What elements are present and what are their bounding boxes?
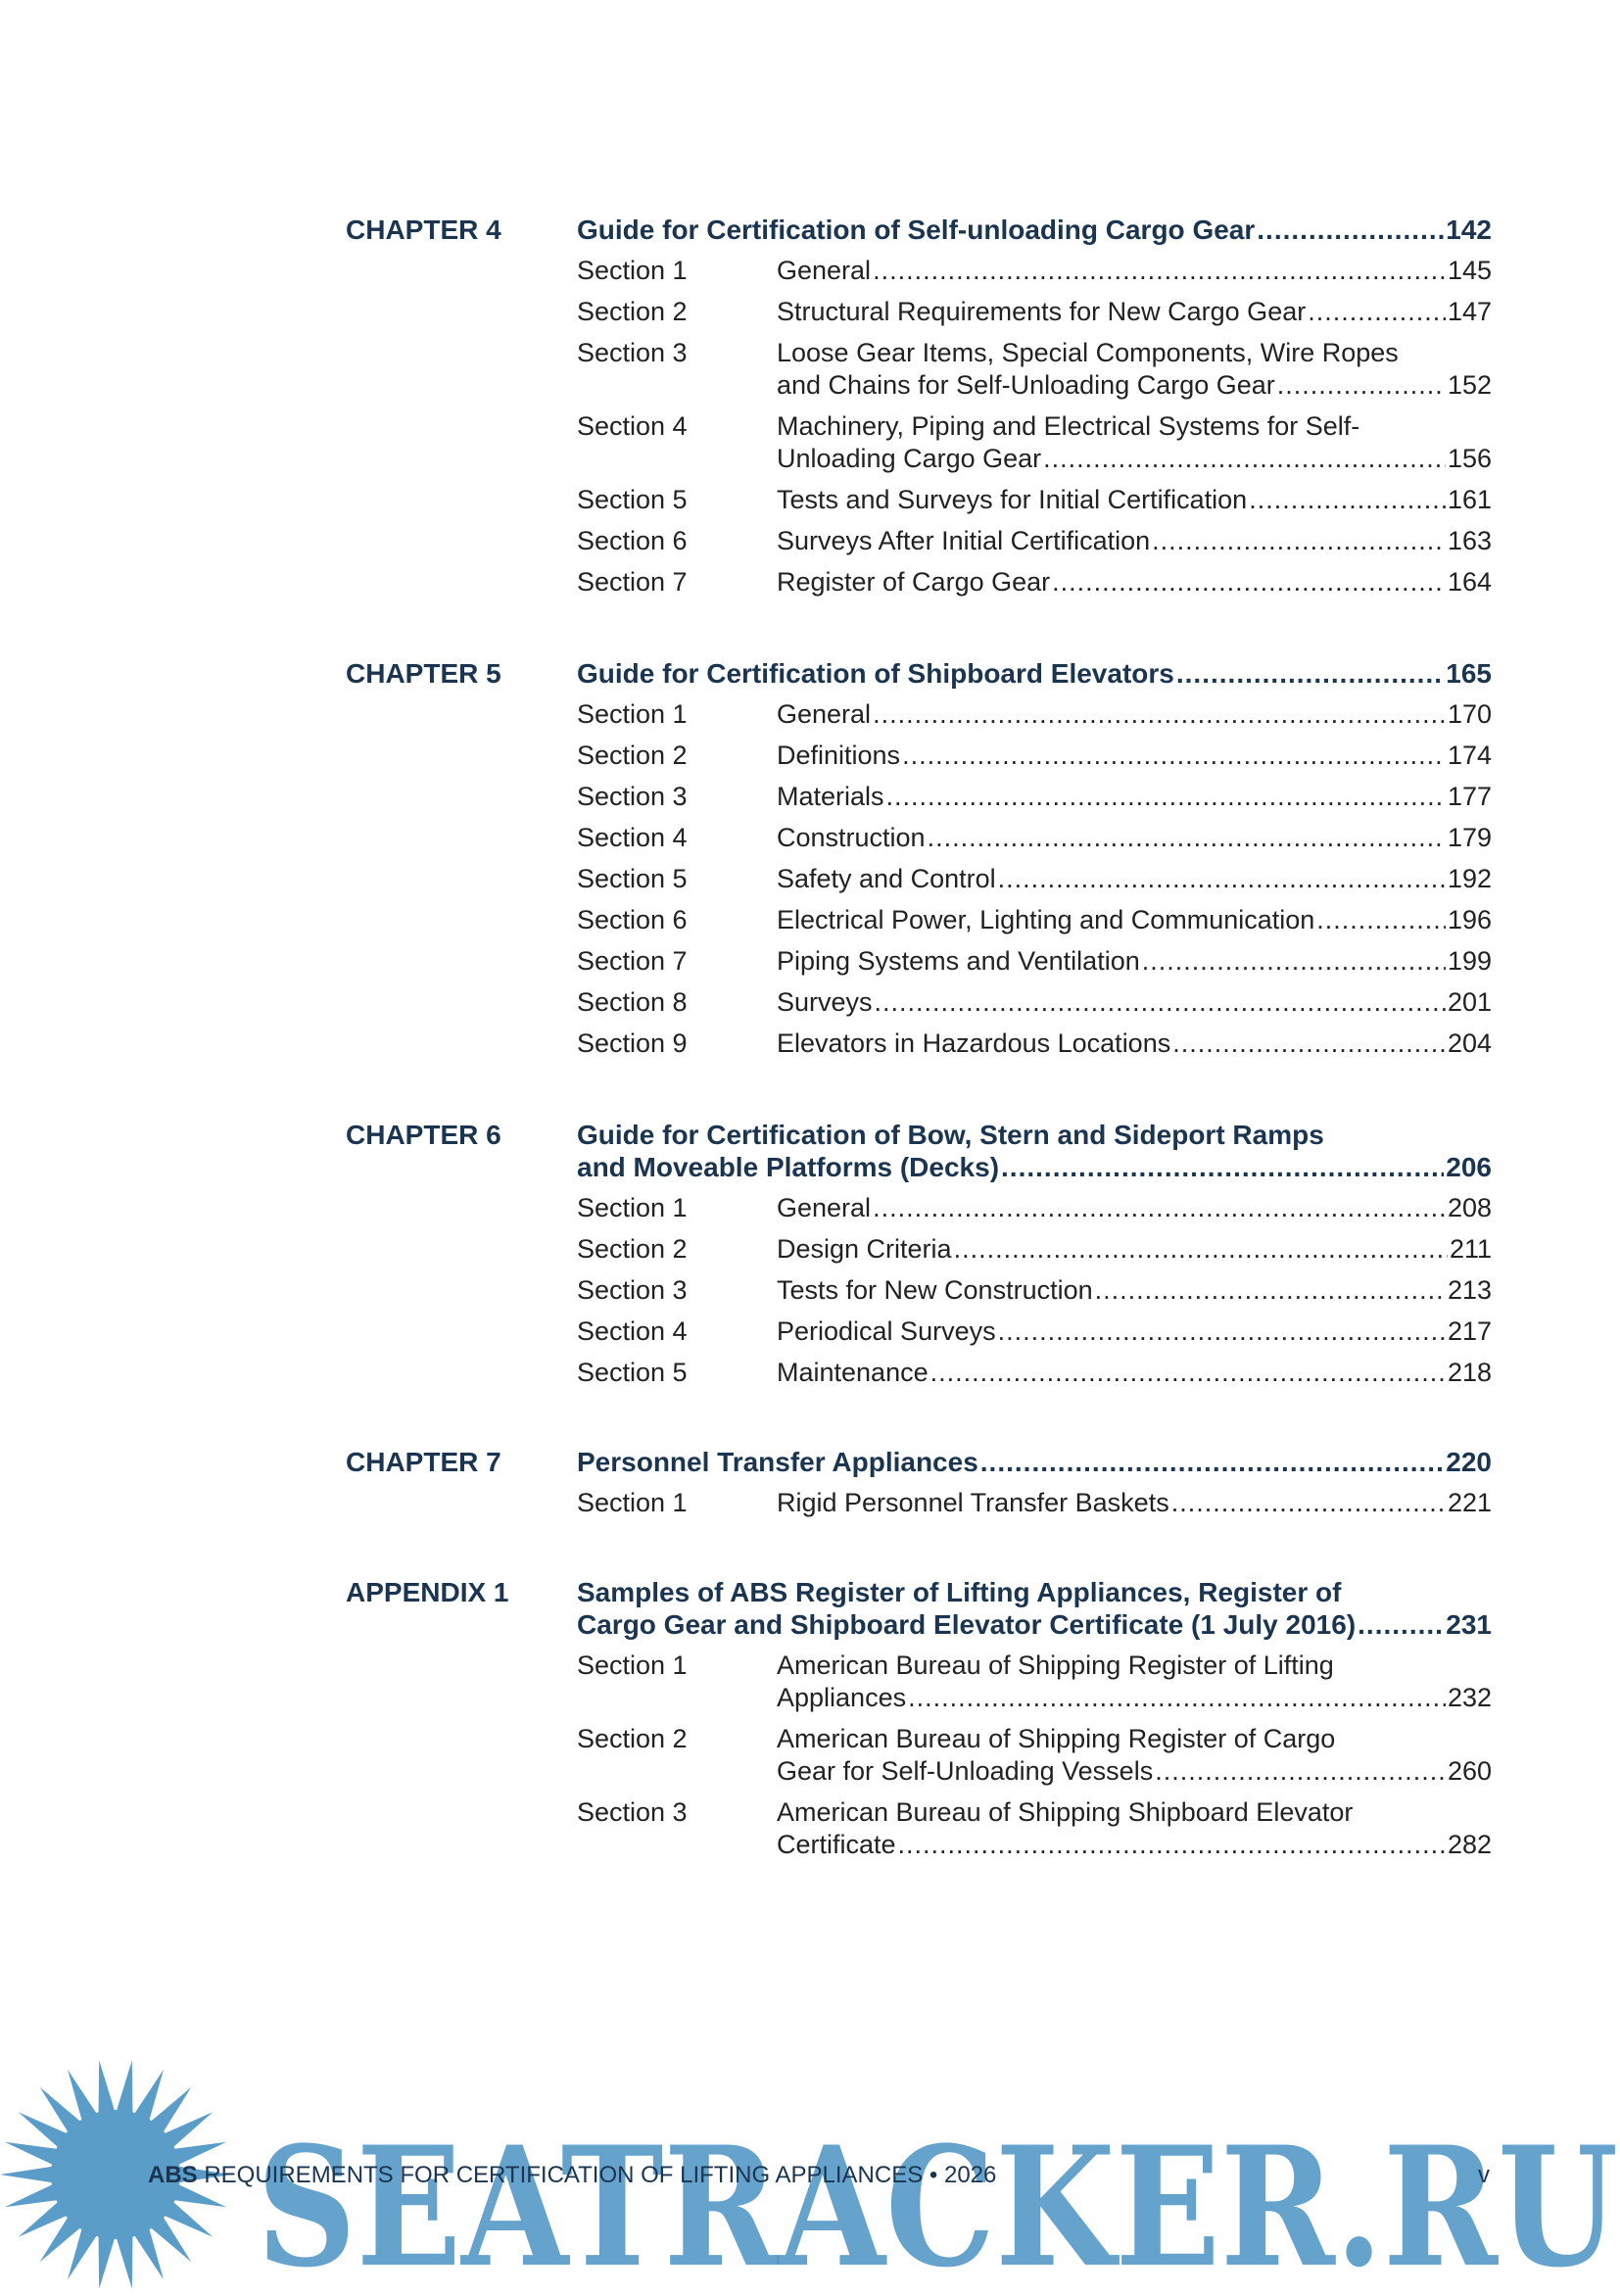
section-title-text: Piping Systems and Ventilation	[777, 946, 1140, 976]
dot-leader	[873, 1192, 1446, 1224]
section-title-line	[777, 1192, 1492, 1224]
section-entry[interactable]	[577, 863, 1492, 895]
chapter-entries	[577, 1119, 1492, 1389]
chapter-page-number: 220	[1446, 1447, 1492, 1477]
section-page-number: 260	[1447, 1756, 1492, 1786]
section-label: Section 9	[577, 1028, 688, 1058]
dot-leader	[1043, 443, 1446, 475]
dot-leader	[902, 740, 1446, 772]
section-entry[interactable]	[577, 566, 1492, 598]
section-title-text: General	[777, 699, 872, 729]
section-title-line	[777, 525, 1492, 557]
section-page-number: 208	[1447, 1193, 1492, 1222]
section-title-line	[777, 1274, 1492, 1307]
section-title-line: Loose Gear Items, Special Components, Wire Ropes	[777, 338, 1399, 367]
chapter-title-text: Guide for Certification of Shipboard Elevators	[577, 658, 1174, 689]
section-title-text: Construction	[777, 823, 926, 852]
dot-leader	[908, 1682, 1446, 1714]
chapter-entries	[577, 657, 1492, 1060]
footer-title: REQUIREMENTS FOR CERTIFICATION OF LIFTING APPLIANCES	[204, 2162, 924, 2188]
chapter-page-number: 231	[1446, 1609, 1492, 1640]
dot-leader	[1172, 1028, 1446, 1060]
chapter-label: CHAPTER 5	[346, 658, 501, 689]
section-title-line	[777, 369, 1492, 402]
section-title-line	[777, 822, 1492, 854]
footer-page-number: v	[1478, 2162, 1490, 2188]
section-label: Section 1	[577, 699, 688, 729]
section-page-number: 232	[1447, 1683, 1492, 1712]
section-title-line	[777, 1682, 1492, 1714]
section-label: Section 8	[577, 987, 688, 1017]
section-title-text: Structural Requirements for New Cargo Gear	[777, 297, 1307, 326]
chapter-title-text: Guide for Certification of Self-unloading Cargo Gear	[577, 215, 1256, 245]
section-page-number: 217	[1447, 1316, 1492, 1346]
dot-leader	[930, 1357, 1446, 1389]
dot-leader	[928, 822, 1446, 854]
section-page-number: 147	[1447, 297, 1492, 326]
section-title-text: Electrical Power, Lighting and Communication	[777, 905, 1315, 934]
dot-leader	[998, 1315, 1446, 1348]
chapter-title-line[interactable]: Samples of ABS Register of Lifting Appliances, Register of	[577, 1577, 1342, 1607]
section-title-line: American Bureau of Shipping Shipboard Elevator	[777, 1797, 1354, 1827]
dot-leader	[1001, 1151, 1444, 1183]
section-page-number: 174	[1447, 741, 1492, 770]
section-title-line	[777, 740, 1492, 772]
section-title-line	[777, 484, 1492, 516]
chapter-page-number: 142	[1446, 215, 1492, 245]
section-label: Section 6	[577, 526, 688, 555]
dot-leader	[998, 863, 1446, 895]
dot-leader	[1277, 369, 1446, 402]
section-title-text: Register of Cargo Gear	[777, 567, 1051, 597]
section-page-number: 204	[1447, 1028, 1492, 1058]
dot-leader	[1308, 296, 1446, 328]
section-entry[interactable]	[577, 484, 1492, 516]
section-title-text: General	[777, 256, 872, 285]
section-label: Section 3	[577, 782, 688, 811]
footer-year: 2026	[943, 2162, 997, 2188]
section-label: Section 7	[577, 946, 688, 976]
chapter-title-line[interactable]	[577, 657, 1492, 690]
section-label: Section 5	[577, 864, 688, 893]
section-title-text: Maintenance	[777, 1358, 929, 1387]
dot-leader	[1155, 1755, 1446, 1788]
section-title-line: American Bureau of Shipping Register of Lifting	[777, 1650, 1334, 1680]
chapter-page-number: 206	[1446, 1152, 1492, 1182]
section-label: Section 2	[577, 1724, 688, 1753]
section-entry[interactable]	[577, 740, 1492, 772]
footer-brand: ABS	[148, 2162, 198, 2188]
chapter-title-text: Cargo Gear and Shipboard Elevator Certificate (1 July 2016)	[577, 1609, 1357, 1640]
section-page-number: 156	[1447, 444, 1492, 473]
section-title-line	[777, 1233, 1492, 1266]
section-label: Section 1	[577, 1488, 688, 1517]
dot-leader	[980, 1446, 1445, 1478]
section-entry[interactable]	[577, 1796, 1492, 1861]
section-label: Section 5	[577, 1358, 688, 1387]
chapter-title-text: and Moveable Platforms (Decks)	[577, 1152, 1000, 1182]
section-page-number: 145	[1447, 256, 1492, 285]
section-page-number: 196	[1447, 905, 1492, 934]
section-entry[interactable]	[577, 1274, 1492, 1307]
section-title-text: Surveys After Initial Certification	[777, 526, 1151, 555]
section-page-number: 213	[1447, 1275, 1492, 1305]
section-entry[interactable]	[577, 525, 1492, 557]
page-footer	[148, 2162, 1490, 2195]
section-entry[interactable]	[577, 1192, 1492, 1224]
dot-leader	[1176, 657, 1444, 690]
section-title-line	[777, 1357, 1492, 1389]
section-title-text: General	[777, 1193, 872, 1222]
section-label: Section 4	[577, 823, 688, 852]
dot-leader	[1316, 904, 1446, 936]
chapter-title-line[interactable]	[577, 214, 1492, 246]
section-title-line	[777, 863, 1492, 895]
dot-leader	[873, 255, 1446, 287]
section-label: Section 1	[577, 1650, 688, 1680]
dot-leader	[954, 1233, 1448, 1266]
section-title-text: Gear for Self-Unloading Vessels	[777, 1756, 1154, 1786]
dot-leader	[1052, 566, 1446, 598]
section-title-line: American Bureau of Shipping Register of Cargo	[777, 1724, 1336, 1753]
watermark-text: SEATRACKER.RU	[257, 2110, 1618, 2291]
section-label: Section 4	[577, 411, 688, 441]
section-entry[interactable]	[577, 698, 1492, 731]
section-entry[interactable]	[577, 1028, 1492, 1060]
section-entry[interactable]	[577, 410, 1492, 475]
section-page-number: 163	[1447, 526, 1492, 555]
section-label: Section 6	[577, 905, 688, 934]
dot-leader	[898, 1829, 1446, 1861]
section-title-line	[777, 1829, 1492, 1861]
section-page-number: 177	[1447, 782, 1492, 811]
section-entry[interactable]	[577, 945, 1492, 978]
section-title-line	[777, 1755, 1492, 1788]
dot-leader	[1095, 1274, 1446, 1307]
section-page-number: 201	[1447, 987, 1492, 1017]
section-entry[interactable]	[577, 296, 1492, 328]
section-title-line	[777, 945, 1492, 978]
section-entry[interactable]	[577, 1650, 1492, 1714]
section-page-number: 161	[1447, 485, 1492, 514]
dot-leader	[1257, 214, 1444, 246]
chapter-label: CHAPTER 6	[346, 1120, 501, 1150]
section-title-text: Periodical Surveys	[777, 1316, 996, 1346]
section-entry[interactable]	[577, 986, 1492, 1019]
section-title-text: and Chains for Self-Unloading Cargo Gear	[777, 370, 1275, 400]
chapter-title-line[interactable]	[577, 1446, 1492, 1478]
section-page-number: 211	[1449, 1234, 1492, 1264]
section-title-text: Design Criteria	[777, 1234, 952, 1264]
section-label: Section 2	[577, 297, 688, 326]
dot-leader	[1171, 1487, 1446, 1519]
section-title-line: Machinery, Piping and Electrical Systems for Self-	[777, 411, 1360, 441]
section-title-line	[777, 986, 1492, 1019]
section-label: Section 2	[577, 741, 688, 770]
chapter-title-line[interactable]	[577, 1151, 1492, 1183]
section-page-number: 218	[1447, 1358, 1492, 1387]
section-title-text: Appliances	[777, 1683, 907, 1712]
chapter-entries	[577, 1576, 1492, 1861]
section-label: Section 3	[577, 1797, 688, 1827]
dot-leader	[1249, 484, 1446, 516]
dot-leader	[873, 698, 1446, 731]
chapter-title-line[interactable]	[577, 1608, 1492, 1641]
footer-separator: •	[929, 2162, 938, 2188]
section-title-line	[777, 255, 1492, 287]
section-title-text: Rigid Personnel Transfer Baskets	[777, 1488, 1169, 1517]
section-entry[interactable]	[577, 781, 1492, 813]
section-page-number: 282	[1447, 1830, 1492, 1859]
section-title-line	[777, 443, 1492, 475]
dot-leader	[1358, 1608, 1444, 1641]
section-title-text: Tests for New Construction	[777, 1275, 1093, 1305]
chapter-title-text: Personnel Transfer Appliances	[577, 1447, 978, 1477]
section-title-line	[777, 904, 1492, 936]
section-page-number: 164	[1447, 567, 1492, 597]
section-label: Section 3	[577, 1275, 688, 1305]
section-page-number: 152	[1447, 370, 1492, 400]
section-page-number: 170	[1447, 699, 1492, 729]
section-label: Section 4	[577, 1316, 688, 1346]
section-title-line	[777, 1487, 1492, 1519]
chapter-entries	[577, 1446, 1492, 1519]
chapter-title-line[interactable]: Guide for Certification of Bow, Stern and Sideport Ramps	[577, 1120, 1324, 1150]
section-title-text: Materials	[777, 782, 884, 811]
section-entry[interactable]	[577, 1233, 1492, 1266]
chapter-label: APPENDIX 1	[346, 1577, 509, 1607]
section-title-line	[777, 1315, 1492, 1348]
section-page-number: 221	[1447, 1488, 1492, 1517]
section-title-text: Safety and Control	[777, 864, 996, 893]
dot-leader	[1152, 525, 1446, 557]
section-entry[interactable]	[577, 904, 1492, 936]
section-title-text: Certificate	[777, 1830, 896, 1859]
section-entry[interactable]	[577, 1315, 1492, 1348]
section-label: Section 2	[577, 1234, 688, 1264]
section-page-number: 199	[1447, 946, 1492, 976]
section-title-text: Surveys	[777, 987, 873, 1017]
section-title-line	[777, 566, 1492, 598]
section-entry[interactable]	[577, 255, 1492, 287]
chapter-label: CHAPTER 7	[346, 1447, 501, 1477]
section-title-line	[777, 781, 1492, 813]
section-page-number: 179	[1447, 823, 1492, 852]
section-title-line	[777, 296, 1492, 328]
section-title-text: Tests and Surveys for Initial Certification	[777, 485, 1248, 514]
section-title-text: Elevators in Hazardous Locations	[777, 1028, 1171, 1058]
section-title-text: Unloading Cargo Gear	[777, 444, 1042, 473]
section-entry[interactable]	[577, 337, 1492, 402]
chapter-page-number: 165	[1446, 658, 1492, 689]
section-title-line	[777, 1028, 1492, 1060]
section-entry[interactable]	[577, 1487, 1492, 1519]
section-label: Section 1	[577, 256, 688, 285]
dot-leader	[1142, 945, 1446, 978]
section-label: Section 3	[577, 338, 688, 367]
section-label: Section 1	[577, 1193, 688, 1222]
dot-leader	[886, 781, 1446, 813]
section-label: Section 5	[577, 485, 688, 514]
section-page-number: 192	[1447, 864, 1492, 893]
section-label: Section 7	[577, 567, 688, 597]
dot-leader	[875, 986, 1446, 1019]
section-title-line	[777, 698, 1492, 731]
chapter-entries	[577, 214, 1492, 598]
section-title-text: Definitions	[777, 741, 901, 770]
chapter-label: CHAPTER 4	[346, 215, 501, 245]
section-entry[interactable]	[577, 1723, 1492, 1788]
section-entry[interactable]	[577, 822, 1492, 854]
section-entry[interactable]	[577, 1357, 1492, 1389]
